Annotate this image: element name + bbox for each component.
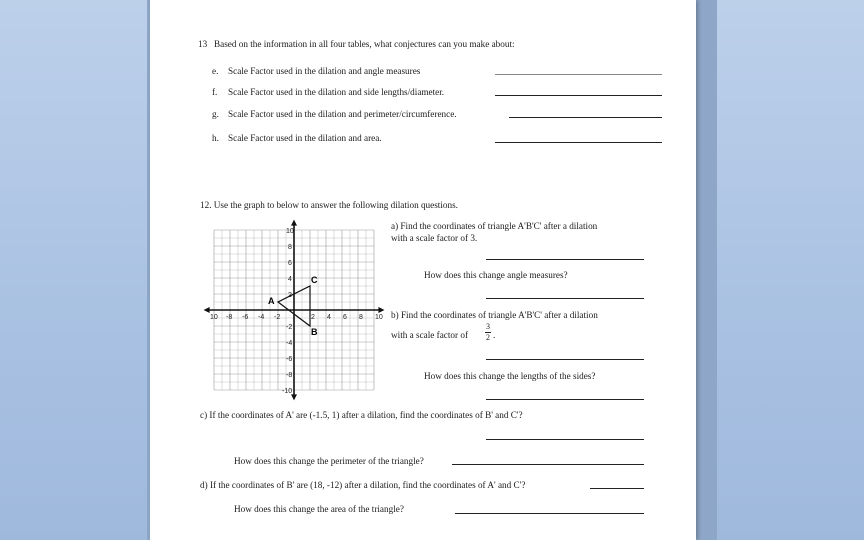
y-tick-label: -6	[286, 356, 293, 363]
point-label-a: A	[268, 296, 275, 306]
x-tick-label: 6	[343, 314, 347, 321]
y-tick-label: 2	[288, 292, 292, 299]
q12c-question: How does this change the perimeter of the triangle?	[234, 456, 424, 466]
q13-item-e-text: Scale Factor used in the dilation and angle measures	[228, 66, 421, 76]
q12a-question: How does this change angle measures?	[424, 270, 568, 280]
x-tick-label: -6	[242, 314, 249, 321]
q12d-question-answer-line[interactable]	[455, 513, 644, 514]
q12b-answer-line[interactable]	[486, 359, 644, 360]
x-tick-label: 4	[327, 314, 331, 321]
q13-item-h-letter: h.	[212, 133, 219, 143]
x-tick-label: 10	[210, 314, 218, 321]
point-label-b: B	[311, 327, 318, 337]
q12a-answer-line[interactable]	[486, 259, 644, 260]
graph-axes	[204, 220, 385, 401]
q12b-question-answer-line[interactable]	[486, 399, 644, 400]
q13-item-f-letter: f.	[212, 87, 218, 97]
q13-item-g-answer-line[interactable]	[509, 117, 662, 118]
x-tick-label: -8	[226, 314, 233, 321]
q13-item-h-answer-line[interactable]	[495, 142, 662, 143]
q13-item-e-letter: e.	[212, 66, 219, 76]
point-label-c: C	[311, 275, 318, 285]
y-tick-label: 8	[288, 244, 292, 251]
y-axis-arrow-up	[291, 220, 297, 226]
q13-item-e-answer-line[interactable]	[495, 74, 662, 75]
y-tick-label: 10	[286, 228, 294, 235]
q12c-answer-line[interactable]	[486, 439, 644, 440]
y-tick-label: -10	[282, 388, 293, 395]
x-tick-label: 8	[359, 314, 363, 321]
x-tick-label: -2	[274, 314, 281, 321]
q13-item-f-answer-line[interactable]	[495, 95, 662, 96]
q12d-text: d) If the coordinates of B' are (18, -12) after a dilation, find the coordinates of A' and C'?	[200, 480, 526, 490]
y-tick-label: 4	[288, 276, 292, 283]
q12b-line2: with a scale factor of	[391, 330, 469, 340]
graph-tick-labels	[210, 228, 383, 395]
q12a-question-answer-line[interactable]	[486, 298, 644, 299]
coordinate-graph	[210, 222, 382, 404]
q12b-question: How does this change the lengths of the sides?	[424, 371, 596, 381]
y-tick-label: 6	[288, 260, 292, 267]
q12d-answer-line[interactable]	[590, 488, 644, 489]
q12b-fraction-numerator: 3	[486, 322, 490, 331]
x-tick-label: 10	[375, 314, 383, 321]
x-axis-arrow-right	[378, 307, 384, 313]
x-tick-label: -4	[258, 314, 265, 321]
q12b-line1: b) Find the coordinates of triangle A'B'C' after a dilation	[391, 310, 598, 320]
q12b-period: .	[493, 330, 496, 340]
q12d-question: How does this change the area of the triangle?	[234, 504, 404, 514]
x-tick-label: 2	[311, 314, 315, 321]
worksheet-page	[150, 0, 696, 540]
y-axis-arrow-down	[291, 394, 297, 400]
q12a-line2: with a scale factor of 3.	[391, 233, 478, 243]
q12c-text: c) If the coordinates of A' are (-1.5, 1) after a dilation, find the coordinates of B' and C'?	[200, 410, 523, 420]
q12-prompt: 12. Use the graph to below to answer the following dilation questions.	[200, 200, 458, 210]
q13-number: 13	[198, 39, 208, 49]
q13-prompt: Based on the information in all four tables, what conjectures can you make about:	[214, 39, 515, 49]
q13-item-h-text: Scale Factor used in the dilation and area.	[228, 133, 382, 143]
y-tick-label: -4	[286, 340, 293, 347]
y-tick-label: -2	[286, 324, 293, 331]
q12b-fraction-denominator: 2	[486, 333, 490, 342]
y-tick-label: -8	[286, 372, 293, 379]
x-axis-arrow-left	[204, 307, 210, 313]
q12c-question-answer-line[interactable]	[452, 464, 644, 465]
q13-item-f-text: Scale Factor used in the dilation and side lengths/diameter.	[228, 87, 445, 97]
q13-item-g-letter: g.	[212, 109, 219, 119]
q13-item-g-text: Scale Factor used in the dilation and perimeter/circumference.	[228, 109, 457, 119]
q12a-line1: a) Find the coordinates of triangle A'B'C' after a dilation	[391, 221, 598, 231]
